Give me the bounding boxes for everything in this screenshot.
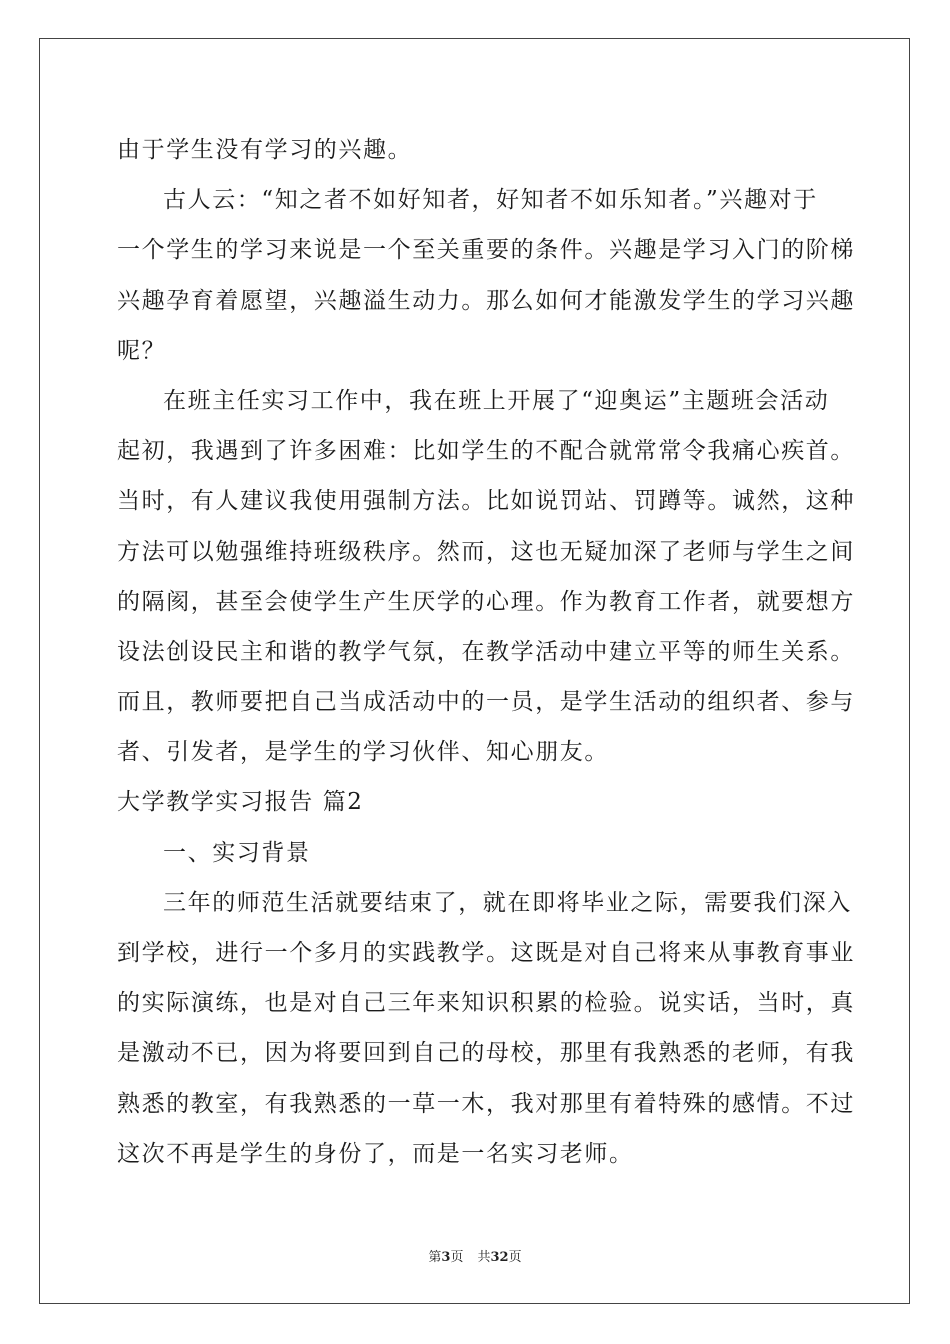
- text-line: 一个学生的学习来说是一个至关重要的条件。兴趣是学习入门的阶梯: [117, 237, 855, 264]
- text-line: 大学教学实习报告 篇2: [117, 789, 364, 816]
- text-line: 三年的师范生活就要结束了，就在即将毕业之际，需要我们深入: [163, 889, 852, 916]
- text-line: 古人云：“知之者不如好知者，好知者不如乐知者。”兴趣对于: [163, 187, 818, 214]
- page-footer: [0, 1246, 950, 1265]
- text-line: 兴趣孕育着愿望，兴趣溢生动力。那么如何才能激发学生的学习兴趣: [117, 287, 855, 314]
- text-line: 呢？: [117, 337, 167, 364]
- text-line: 是激动不已，因为将要回到自己的母校，那里有我熟悉的老师，有我: [117, 1040, 855, 1067]
- document-body: [117, 125, 855, 1179]
- text-line: 由于学生没有学习的兴趣。: [117, 137, 413, 163]
- text-line: 当时，有人建议我使用强制方法。比如说罚站、罚蹲等。诚然，这种: [117, 488, 855, 515]
- footer-page-suffix: 页: [450, 1250, 464, 1265]
- text-line: 者、引发者，是学生的学习伙伴、知心朋友。: [117, 739, 609, 766]
- text-line: 的隔阂，甚至会使学生产生厌学的心理。作为教育工作者，就要想方: [117, 588, 855, 615]
- text-line: 熟悉的教室，有我熟悉的一草一木，我对那里有着特殊的感情。不过: [117, 1090, 855, 1117]
- text-line: 起初，我遇到了许多困难：比如学生的不配合就常常令我痛心疾首。: [117, 438, 855, 465]
- footer-total-pages: 32: [490, 1250, 509, 1265]
- footer-total-suffix: 页: [508, 1250, 522, 1265]
- text-line: 设法创设民主和谐的教学气氛，在教学活动中建立平等的师生关系。: [117, 638, 855, 665]
- footer-total-prefix: 共: [477, 1250, 491, 1265]
- text-line: 在班主任实习工作中，我在班上开展了“迎奥运”主题班会活动: [163, 387, 830, 414]
- text-line: 一、实习背景: [163, 839, 311, 866]
- footer-current-page: 3: [441, 1250, 451, 1265]
- text-line: 而且，教师要把自己当成活动中的一员，是学生活动的组织者、参与: [117, 689, 855, 716]
- footer-page-prefix: 第: [428, 1250, 442, 1265]
- text-line: 方法可以勉强维持班级秩序。然而，这也无疑加深了老师与学生之间: [117, 538, 855, 565]
- text-line: 这次不再是学生的身份了，而是一名实习老师。: [117, 1140, 634, 1167]
- text-line: 的实际演练，也是对自己三年来知识积累的检验。说实话，当时，真: [117, 990, 855, 1017]
- text-line: 到学校，进行一个多月的实践教学。这既是对自己将来从事教育事业: [117, 940, 855, 966]
